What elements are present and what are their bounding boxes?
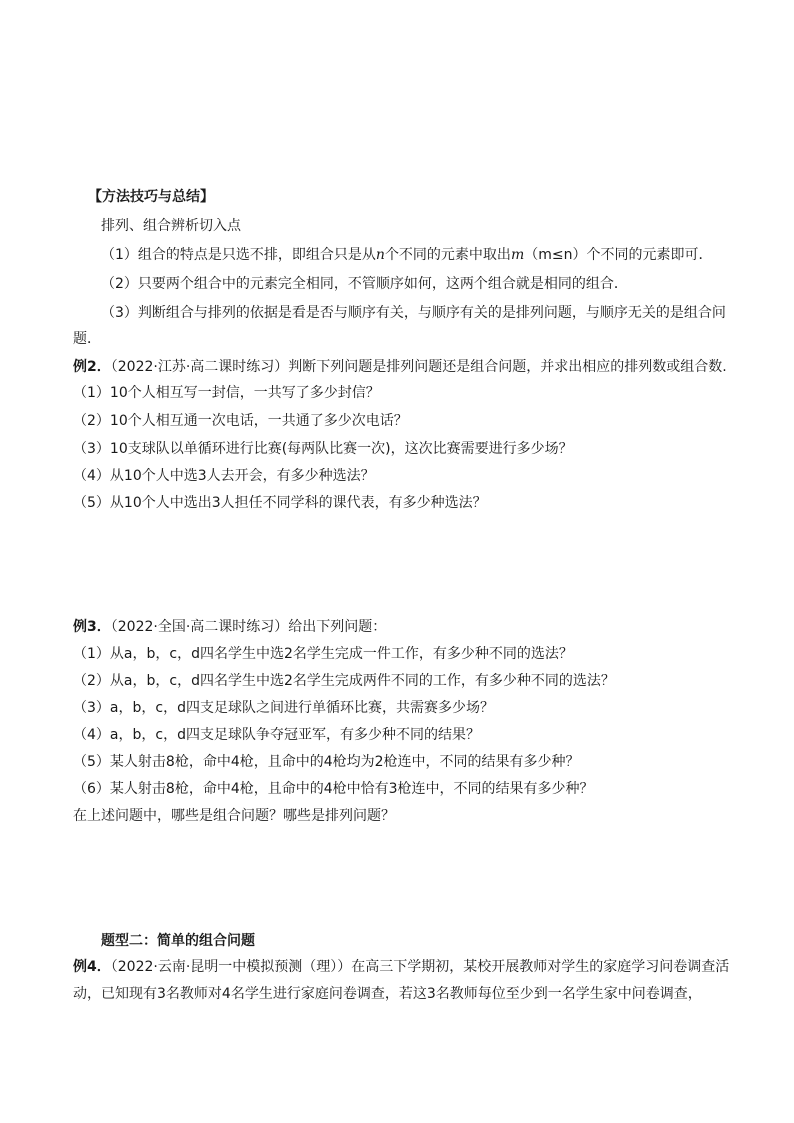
example3-item-6: （6）某人射击8枪，命中4枪，且命中的4枪中恰有3枪连中，不同的结果有多少种？ (73, 781, 594, 797)
var-m: m (510, 247, 525, 263)
example2-label: 例2． (73, 359, 111, 375)
method-heading: 【方法技巧与总结】 (88, 189, 214, 205)
topic2-heading: 题型二：简单的组合问题 (101, 933, 255, 949)
example2-item-1: （1）10个人相互写一封信，一共写了多少封信？ (73, 385, 380, 401)
example2-item-2: （2）10个人相互通一次电话，一共通了多少次电话？ (73, 413, 408, 429)
var-n: n (375, 247, 385, 263)
example4-text-1: （2022·云南·昆明一中模拟预测（理））在高三下学期初，某校开展教师对学生的家庭学习问卷调查活 (110, 959, 730, 975)
example3-header (73, 618, 386, 636)
example4-label: 例4． (73, 959, 111, 975)
example2-item-4: （4）从10个人中选3人去开会，有多少种选法？ (73, 468, 375, 484)
method-point-1 (101, 246, 712, 264)
example3-item-4: （4）a，b，c，d四支足球队争夺冠亚军，有多少种不同的结果？ (73, 727, 480, 743)
example3-item-1: （1）从a，b，c，d四名学生中选2名学生完成一件工作，有多少种不同的选法？ (73, 646, 573, 662)
example3-item-2: （2）从a，b，c，d四名学生中选2名学生完成两件不同的工作，有多少种不同的选法？ (73, 673, 615, 689)
example4-line-2: 动，已知现有3名教师对4名学生进行家庭问卷调查，若这3名教师每位至少到一名学生家中问卷调查， (73, 986, 702, 1002)
example3-label: 例3． (73, 619, 111, 635)
point1-condition: （m≤n） (524, 247, 587, 263)
method-point-2: （2）只要两个组合中的元素完全相同，不管顺序如何，这两个组合就是相同的组合． (101, 276, 628, 292)
method-point-3-line-2: 题． (73, 331, 101, 347)
example2-source: （2022·江苏·高二课时练习）判断下列问题是排列问题还是组合问题，并求出相应的排列数或组合数. (110, 359, 727, 375)
method-intro: 排列、组合辨析切入点 (101, 218, 241, 234)
example2-item-5: （5）从10个人中选出3人担任不同学科的课代表，有多少种选法？ (73, 495, 487, 511)
example3-item-3: （3）a，b，c，d四支足球队之间进行单循环比赛，共需赛多少场？ (73, 700, 494, 716)
example3-item-5: （5）某人射击8枪，命中4枪，且命中的4枪均为2枪连中，不同的结果有多少种？ (73, 754, 580, 770)
example3-source: （2022·全国·高二课时练习）给出下列问题： (110, 619, 387, 635)
example2-item-3: （3）10支球队以单循环进行比赛(每两队比赛一次)，这次比赛需要进行多少场？ (73, 441, 573, 457)
example3-question: 在上述问题中，哪些是组合问题？哪些是排列问题？ (73, 808, 395, 824)
point1-text-a: （1）组合的特点是只选不排，即组合只是从 (101, 247, 376, 263)
point1-text-b: 个不同的元素中取出 (384, 247, 511, 263)
example4-line-1 (73, 958, 729, 976)
point1-text-c: 个不同的元素即可． (586, 247, 713, 263)
example2-header (73, 358, 727, 376)
method-point-3-line-1: （3）判断组合与排列的依据是看是否与顺序有关，与顺序有关的是排列问题，与顺序无关的是组合问 (101, 305, 726, 321)
